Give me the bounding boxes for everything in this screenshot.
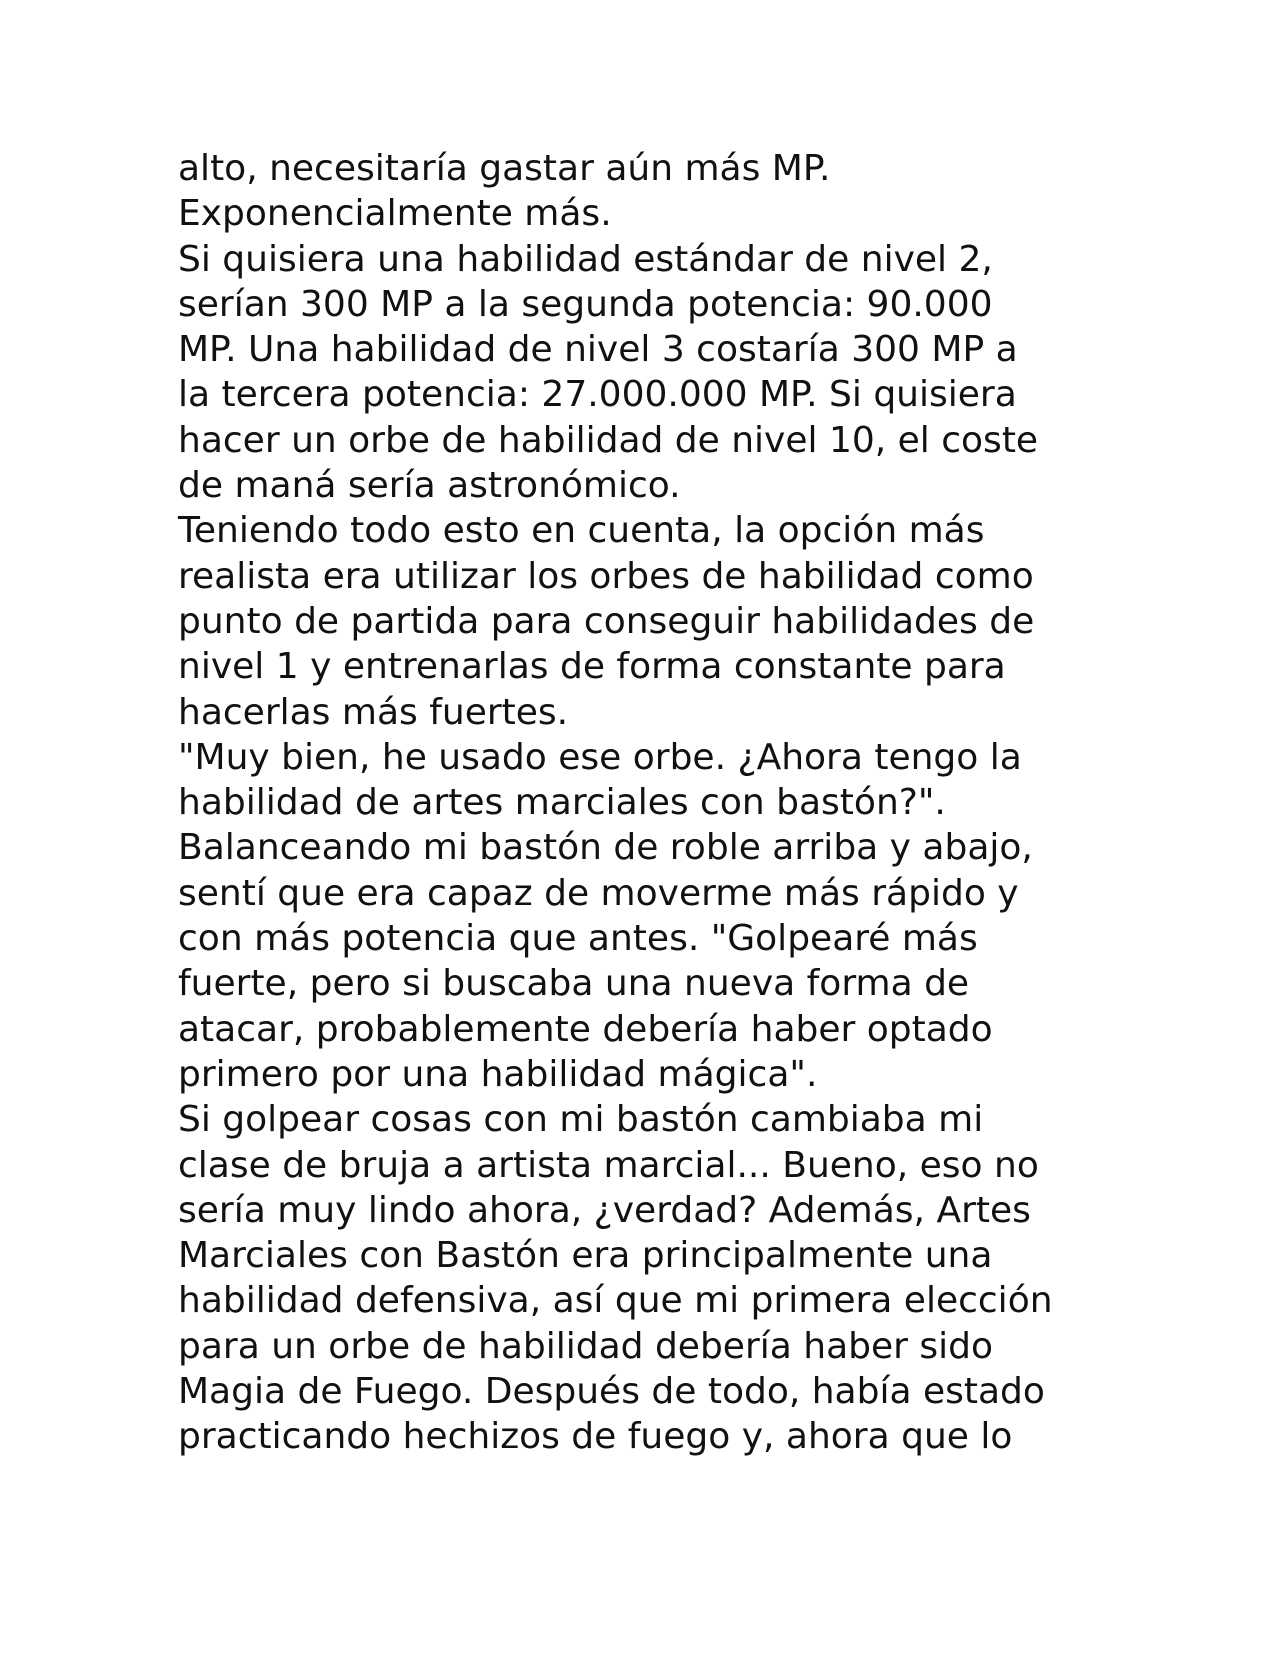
text-line: Si quisiera una habilidad estándar de nivel 2,	[178, 238, 993, 280]
text-line: Balanceando mi bastón de roble arriba y abajo,	[178, 827, 1033, 869]
text-line: serían 300 MP a la segunda potencia: 90.000	[178, 283, 993, 325]
text-line: hacer un orbe de habilidad de nivel 10, el coste	[178, 419, 1039, 461]
text-line: MP. Una habilidad de nivel 3 costaría 300 MP a	[178, 329, 1018, 371]
text-line: fuerte, pero si buscaba una nueva forma de	[178, 963, 970, 1005]
text-line: sería muy lindo ahora, ¿verdad? Además, Artes	[178, 1189, 1031, 1231]
text-line: clase de bruja a artista marcial... Bueno, eso no	[178, 1144, 1039, 1186]
text-line: atacar, probablemente debería haber optado	[178, 1008, 993, 1050]
text-line: habilidad de artes marciales con bastón?".	[178, 782, 946, 824]
text-line: realista era utilizar los orbes de habilidad como	[178, 555, 1034, 597]
text-line: con más potencia que antes. "Golpearé más	[178, 918, 978, 960]
text-line: para un orbe de habilidad debería haber sido	[178, 1325, 994, 1367]
text-line: de maná sería astronómico.	[178, 465, 681, 507]
text-line: punto de partida para conseguir habilidades de	[178, 600, 1035, 642]
text-line: primero por una habilidad mágica".	[178, 1053, 818, 1095]
text-line: Marciales con Bastón era principalmente una	[178, 1235, 993, 1277]
text-line: sentí que era capaz de moverme más rápido y	[178, 872, 1019, 914]
text-line: Si golpear cosas con mi bastón cambiaba mi	[178, 1099, 984, 1141]
text-line: habilidad defensiva, así que mi primera elección	[178, 1280, 1053, 1322]
text-line: alto, necesitaría gastar aún más MP.	[178, 148, 831, 189]
text-line: practicando hechizos de fuego y, ahora que lo	[178, 1416, 1013, 1458]
text-line: "Muy bien, he usado ese orbe. ¿Ahora tengo la	[178, 736, 1022, 778]
text-line: Magia de Fuego. Después de todo, había estado	[178, 1371, 1045, 1413]
text-line: Exponencialmente más.	[178, 193, 612, 235]
text-line: Teniendo todo esto en cuenta, la opción más	[178, 510, 985, 552]
text-line: nivel 1 y entrenarlas de forma constante para	[178, 646, 1006, 688]
text-line: la tercera potencia: 27.000.000 MP. Si quisiera	[178, 374, 1017, 416]
text-line: hacerlas más fuertes.	[178, 691, 569, 733]
body-text	[178, 146, 1178, 1460]
